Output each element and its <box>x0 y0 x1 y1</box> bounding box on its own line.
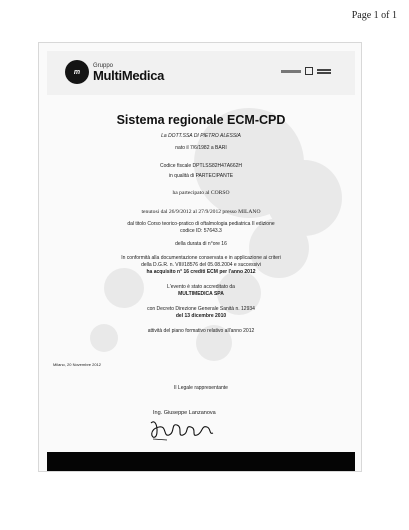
compliance-line-2: della D.G.R. n. VIII/18576 del 05.08.2004 e successivi <box>141 262 261 268</box>
logo-mark-icon: m <box>65 60 89 84</box>
fiscal-code: Codice fiscale DPTLSS82H47A662H <box>160 163 242 169</box>
course-code: codice ID: 57643.3 <box>180 228 222 234</box>
participant-role: in qualità di PARTECIPANTE <box>168 173 234 179</box>
logo-bottom: MultiMedica <box>93 67 165 83</box>
place-and-date: Milano, 20 Novembre 2012 <box>53 362 102 367</box>
handwritten-signature <box>145 415 217 443</box>
footer-band <box>47 452 355 471</box>
page-number: Page 1 of 1 <box>351 10 397 21</box>
course-duration: della durata di n°ore 16 <box>175 241 227 247</box>
certificate-title: Sistema regionale ECM-CPD <box>116 113 286 127</box>
participation-type: ha partecipato al CORSO <box>172 190 230 196</box>
decree-line-2: del 13 dicembre 2010 <box>175 313 227 319</box>
logo-top: Gruppo <box>93 62 114 69</box>
accreditation-line-2: MULTIMEDICA SPA <box>178 291 224 297</box>
credits-earned: ha acquisito n° 16 crediti ECM per l'anno 2012 <box>146 269 256 275</box>
decree-line-1: con Decreto Direzione Generale Sanità n. 12934 <box>147 306 255 312</box>
certificate-scan <box>38 42 362 472</box>
region-logo-icon <box>281 67 331 75</box>
legal-representative-label: Il Legale rappresentante <box>174 385 228 391</box>
recipient-name: La DOTT.SSA DI PIETRO ALESSIA <box>161 133 241 139</box>
training-plan: attività del piano formativo relativo all'anno 2012 <box>147 328 255 334</box>
multimedica-logo <box>65 57 164 87</box>
birth-info: nato il 7/6/1982 a BARI <box>175 145 227 151</box>
course-title: dal titolo Corso teorico-pratico di oftalmologia pediatrica II edizione <box>127 221 275 227</box>
event-dates: tenutosi dal 26/9/2012 al 27/9/2012 presso MILANO <box>141 209 261 215</box>
compliance-line-1: In conformità alla documentazione conservata e in applicazione ai criteri <box>121 255 281 261</box>
accreditation-line-1: L'evento è stato accreditato da <box>167 284 235 290</box>
signer-name: Ing. Giuseppe Lanzanova <box>153 410 216 416</box>
